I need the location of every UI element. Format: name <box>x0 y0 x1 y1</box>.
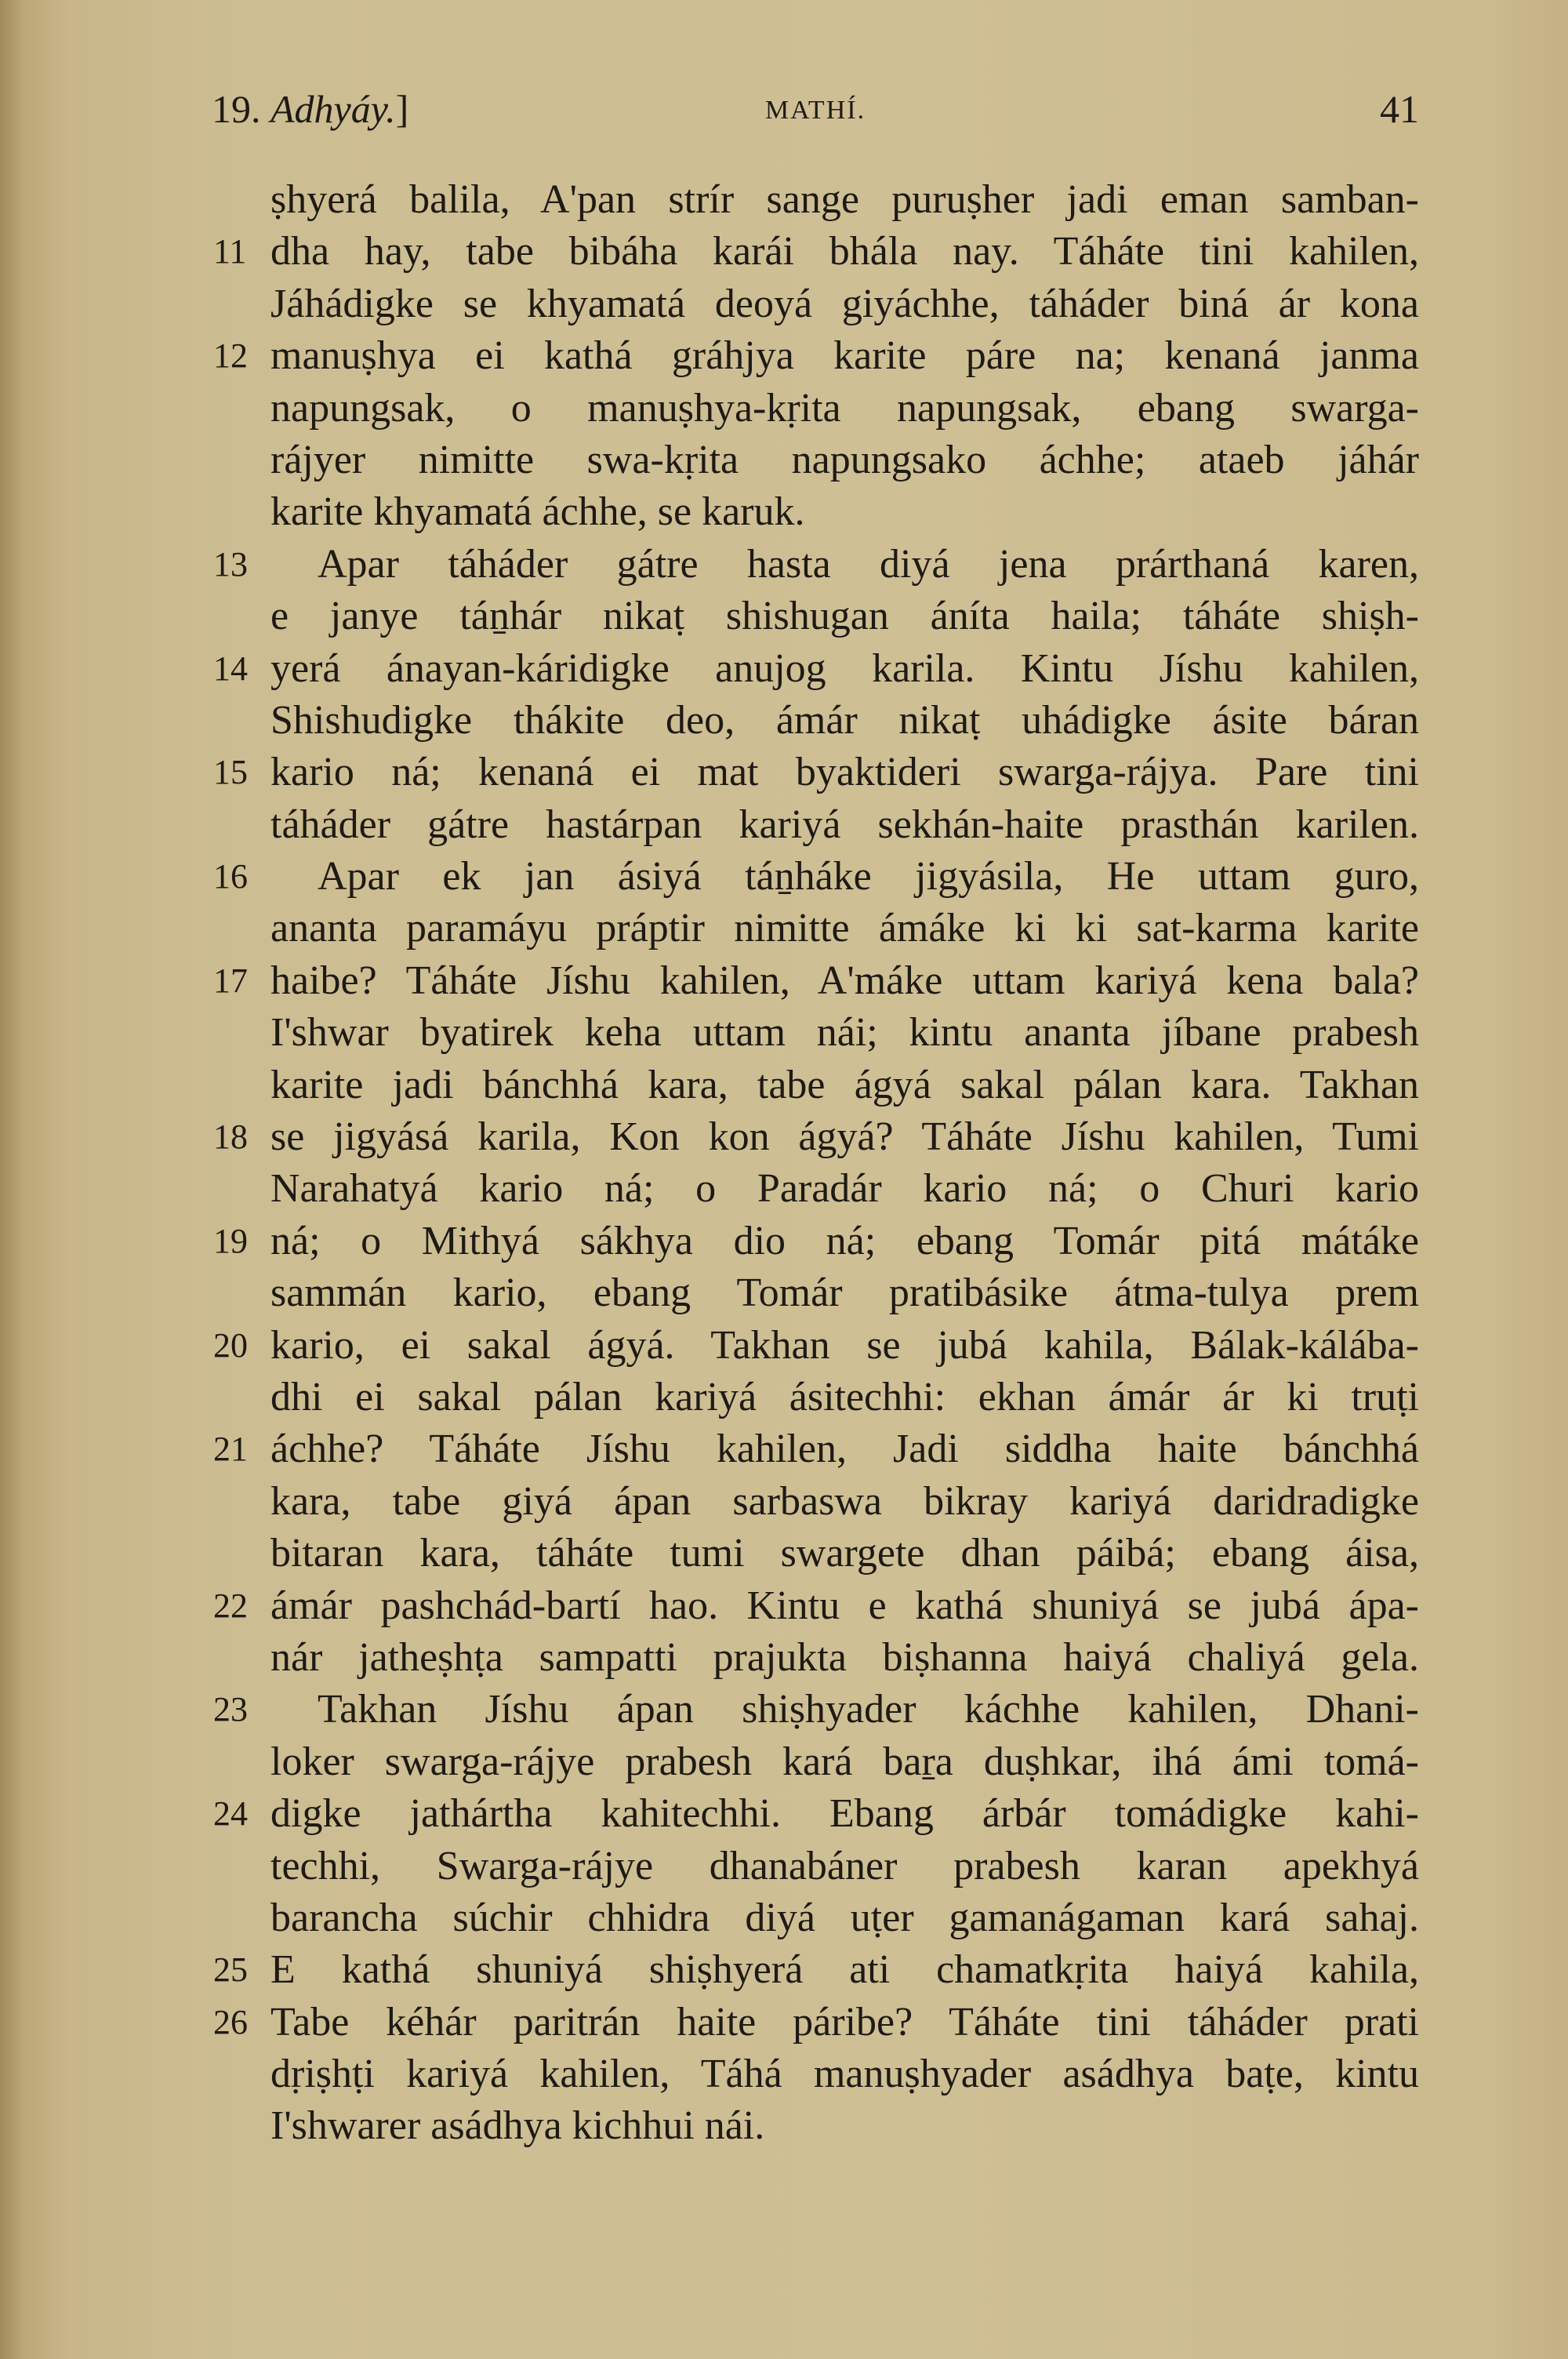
line-text: Apar táháder gátre hasta diyá jena prárthaná karen, <box>318 541 1419 587</box>
text-line <box>212 1632 1419 1684</box>
text-line <box>212 591 1419 642</box>
line-text: loker swarga-rájye prabesh kará baṟa duṣhkar, ihá ámi tomá- <box>270 1739 1419 1784</box>
text-line <box>212 486 1419 538</box>
text-line <box>212 226 1419 278</box>
verse-number: 20 <box>213 1325 248 1365</box>
line-text: bitaran kara, táháte tumi swargete dhan páibá; ebang áisa, <box>270 1531 1419 1576</box>
line-text: I'shwarer asádhya kichhui nái. <box>270 2103 765 2149</box>
text-line <box>212 955 1419 1007</box>
line-text: sammán kario, ebang Tomár pratibásike átma-tulya prem <box>270 1270 1419 1316</box>
line-text: rájyer nimitte swa-kṛita napungsako áchhe; ataeb jáhár <box>270 437 1419 482</box>
verse-number: 15 <box>213 753 248 792</box>
verse-number: 21 <box>213 1430 248 1469</box>
line-text: dṛiṣhṭi kariyá kahilen, Táhá manuṣhyader asádhya baṭe, kintu <box>270 2052 1419 2097</box>
text-line <box>212 643 1419 695</box>
line-text: yerá ánayan-káridigke anujog karila. Kintu Jíshu kahilen, <box>270 645 1419 691</box>
verse-number: 16 <box>213 857 248 896</box>
text-line <box>212 747 1419 798</box>
text-line <box>212 330 1419 382</box>
line-text: I'shwar byatirek keha uttam nái; kintu ananta jíbane prabesh <box>270 1010 1419 1056</box>
line-text: dha hay, tabe bibáha karái bhála nay. Táháte tini kahilen, <box>270 229 1419 274</box>
verse-number: 19 <box>213 1221 248 1260</box>
verse-number: 13 <box>213 544 248 583</box>
line-text: táháder gátre hastárpan kariyá sekhán-haite prasthán karilen. <box>270 801 1419 847</box>
text-line <box>212 799 1419 851</box>
line-text: napungsak, o manuṣhya-kṛita napungsak, ebang swarga- <box>270 385 1419 431</box>
verse-number: 17 <box>213 961 248 1000</box>
chapter-number: 19. <box>212 87 261 131</box>
text-line <box>212 1163 1419 1215</box>
line-text: kario ná; kenaná ei mat byaktideri swarga-rájya. Pare tini <box>270 750 1419 795</box>
text-line <box>212 1580 1419 1632</box>
text-line <box>212 383 1419 434</box>
text-line <box>212 1892 1419 1944</box>
line-text: techhi, Swarga-rájye dhanabáner prabesh karan apekhyá <box>270 1843 1419 1888</box>
line-text: dhi ei sakal pálan kariyá ásitechhi: ekhan ámár ár ki truṭi <box>270 1374 1419 1419</box>
text-line <box>212 1736 1419 1788</box>
line-text: kara, tabe giyá ápan sarbaswa bikray kariyá daridradigke <box>270 1478 1419 1524</box>
text-line <box>212 1528 1419 1579</box>
line-text: se jigyásá karila, Kon kon ágyá? Táháte Jíshu kahilen, Tumi <box>270 1114 1419 1160</box>
verse-number: 24 <box>213 1794 248 1834</box>
text-line <box>212 1372 1419 1423</box>
verse-number: 14 <box>213 649 248 688</box>
verse-number: 23 <box>213 1690 248 1729</box>
line-text: E kathá shuniyá shiṣhyerá ati chamatkṛita haiyá kahila, <box>270 1947 1419 1993</box>
text-line <box>212 1267 1419 1319</box>
text-line <box>212 695 1419 747</box>
line-text: ṣhyerá balila, A'pan strír sange puruṣher jadi eman samban- <box>270 177 1419 222</box>
line-text: barancha súchir chhidra diyá uṭer gamanágaman kará sahaj. <box>270 1895 1419 1940</box>
verse-number: 25 <box>213 1950 248 1990</box>
line-text: ananta paramáyu práptir nimitte ámáke ki ki sat-karma karite <box>270 906 1419 951</box>
text-line <box>212 539 1419 591</box>
text-line <box>212 1216 1419 1267</box>
text-line <box>212 903 1419 954</box>
text-line <box>212 1320 1419 1372</box>
text-line <box>212 278 1419 330</box>
line-text: karite jadi bánchhá kara, tabe ágyá sakal pálan kara. Takhan <box>270 1062 1419 1107</box>
line-text: manuṣhya ei kathá gráhjya karite páre na; kenaná janma <box>270 333 1419 379</box>
line-text: e janye táṉhár nikaṭ shishugan áníta haila; táháte shiṣh- <box>270 594 1419 639</box>
text-line <box>212 1476 1419 1528</box>
text-line <box>212 174 1419 226</box>
verse-number: 12 <box>213 336 248 376</box>
text-line <box>212 1944 1419 1996</box>
verse-number: 11 <box>213 232 247 271</box>
line-text: Apar ek jan ásiyá táṉháke jigyásila, He uttam guro, <box>318 854 1419 900</box>
text-line <box>212 2048 1419 2100</box>
page-body-text <box>212 174 1419 2153</box>
text-line <box>212 1997 1419 2048</box>
text-line <box>212 1841 1419 1892</box>
text-line <box>212 1423 1419 1475</box>
line-text: ná; o Mithyá sákhya dio ná; ebang Tomár pitá mátáke <box>270 1218 1419 1263</box>
verse-number: 22 <box>213 1586 248 1625</box>
text-line <box>212 1111 1419 1163</box>
running-title: MATHÍ. <box>764 96 866 125</box>
line-text: karite khyamatá áchhe, se karuk. <box>270 489 805 535</box>
line-text: haibe? Táháte Jíshu kahilen, A'máke uttam kariyá kena bala? <box>270 958 1419 1003</box>
line-text: ámár pashchád-bartí hao. Kintu e kathá shuniyá se jubá ápa- <box>270 1583 1419 1628</box>
line-text: Takhan Jíshu ápan shiṣhyader káchhe kahilen, Dhani- <box>318 1687 1419 1732</box>
line-text: digke jathártha kahitechhi. Ebang árbár tomádigke kahi- <box>270 1791 1419 1837</box>
text-line <box>212 1788 1419 1840</box>
verse-number: 26 <box>213 2002 248 2041</box>
text-line <box>212 1684 1419 1736</box>
line-text: nár jatheṣhṭa sampatti prajukta biṣhanna haiyá chaliyá gela. <box>270 1634 1419 1680</box>
running-header <box>212 78 1419 141</box>
page-number: 41 <box>1380 87 1419 131</box>
text-line <box>212 1007 1419 1059</box>
verse-number: 18 <box>213 1118 248 1157</box>
chapter-bracket: ] <box>395 87 409 131</box>
line-text: Jáhádigke se khyamatá deoyá giyáchhe, táháder biná ár kona <box>270 281 1419 326</box>
line-text: kario, ei sakal ágyá. Takhan se jubá kahila, Bálak-kálába- <box>270 1322 1419 1368</box>
text-line <box>212 1060 1419 1111</box>
line-text: Tabe kéhár paritrán haite páribe? Táháte tini táháder prati <box>270 1999 1419 2045</box>
line-text: Narahatyá kario ná; o Paradár kario ná; o Churi kario <box>270 1166 1419 1212</box>
text-line <box>212 434 1419 486</box>
text-line <box>212 2100 1419 2152</box>
line-text: áchhe? Táháte Jíshu kahilen, Jadi siddha haite bánchhá <box>270 1427 1419 1472</box>
line-text: Shishudigke thákite deo, ámár nikaṭ uhádigke ásite báran <box>270 697 1419 743</box>
chapter-word: Adhyáy. <box>270 87 396 131</box>
text-line <box>212 851 1419 903</box>
